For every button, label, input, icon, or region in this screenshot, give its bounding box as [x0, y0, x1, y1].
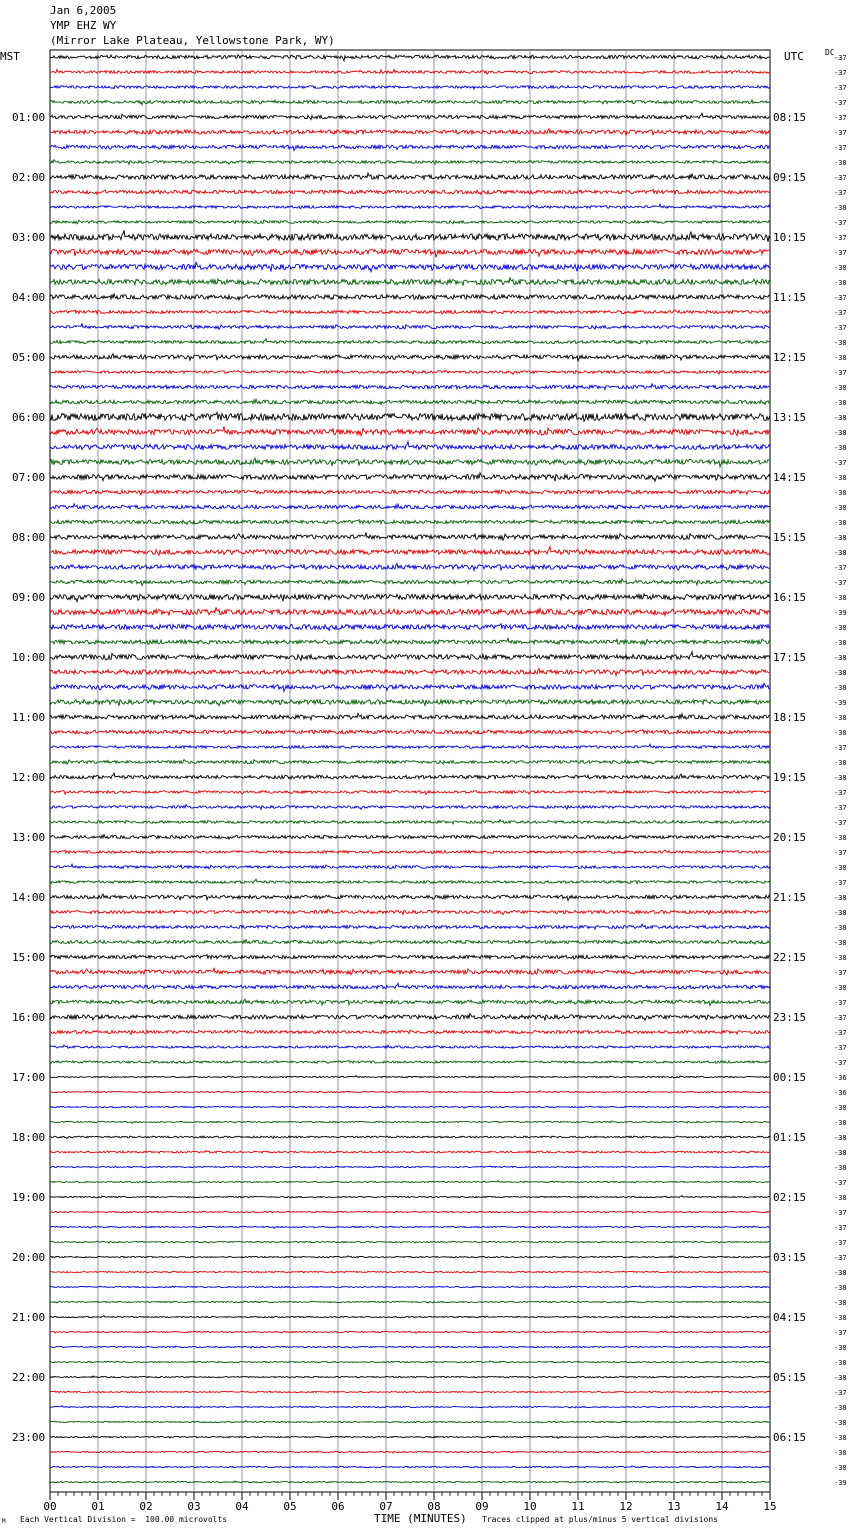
right-hour-label: 16:15: [773, 591, 807, 604]
dc-offset-value: -38: [834, 939, 847, 947]
left-hour-label: 23:00: [12, 1431, 46, 1444]
right-hour-label: 04:15: [773, 1311, 807, 1324]
x-tick-label: 03: [187, 1500, 201, 1513]
x-tick-label: 11: [571, 1500, 585, 1513]
seismic-trace-row: [50, 805, 770, 810]
seismic-trace-row: [50, 955, 770, 960]
dc-offset-value: -38: [834, 1194, 847, 1202]
seismic-trace-row: [50, 1481, 770, 1483]
dc-offset-value: -37: [834, 1059, 847, 1067]
x-tick-label: 05: [283, 1500, 297, 1513]
x-tick-label: 08: [427, 1500, 441, 1513]
seismic-trace-row: [50, 683, 770, 691]
seismic-trace-row: [50, 490, 770, 495]
seismic-trace-row: [50, 1196, 770, 1198]
left-hour-label: 02:00: [12, 171, 46, 184]
seismic-trace-row: [50, 249, 770, 257]
dc-offset-value: -38: [834, 1404, 847, 1412]
dc-offset-value: -38: [834, 1284, 847, 1292]
dc-offset-value: -37: [834, 459, 847, 467]
seismic-trace-row: [50, 1091, 770, 1093]
seismic-trace-row: [50, 1391, 770, 1393]
dc-offset-value: -38: [834, 1449, 847, 1457]
right-hour-label: 09:15: [773, 171, 807, 184]
seismic-trace-row: [50, 1406, 770, 1408]
dc-offset-value: -38: [834, 489, 847, 497]
dc-offset-value: -37: [834, 819, 847, 827]
seismic-trace-row: [50, 384, 770, 390]
right-hour-label: 12:15: [773, 351, 807, 364]
left-hour-label: 08:00: [12, 531, 46, 544]
dc-offset-value: -38: [834, 474, 847, 482]
x-tick-label: 12: [619, 1500, 633, 1513]
dc-offset-value: -37: [834, 189, 847, 197]
dc-offset-value: -38: [834, 504, 847, 512]
seismic-trace-row: [50, 190, 770, 195]
seismic-trace-row: [50, 1106, 770, 1108]
dc-offset-value: -38: [834, 654, 847, 662]
left-hour-label: 22:00: [12, 1371, 46, 1384]
seismic-trace-row: [50, 835, 770, 839]
seismic-trace-row: [50, 339, 770, 344]
seismic-trace-row: [50, 909, 770, 914]
right-hour-label: 11:15: [773, 291, 807, 304]
dc-offset-value: -38: [834, 1104, 847, 1112]
seismic-trace-row: [50, 100, 770, 105]
seismic-trace-row: [50, 1211, 770, 1213]
right-hour-label: 21:15: [773, 891, 807, 904]
right-hour-label: 10:15: [773, 231, 807, 244]
seismic-trace-row: [50, 894, 770, 901]
left-timezone-label: MST: [0, 50, 20, 63]
plot-date: Jan 6,2005: [50, 4, 117, 17]
seismic-trace-row: [50, 730, 770, 735]
dc-offset-value: -37: [834, 309, 847, 317]
dc-offset-value: -38: [834, 864, 847, 872]
dc-offset-value: -37: [834, 144, 847, 152]
dc-offset-value: -38: [834, 1434, 847, 1442]
left-hour-label: 15:00: [12, 951, 46, 964]
seismic-trace-row: [50, 760, 770, 765]
seismic-trace-row: [50, 294, 770, 300]
dc-offset-value: -38: [834, 714, 847, 722]
dc-offset-value: -38: [834, 909, 847, 917]
seismic-trace-row: [50, 473, 770, 482]
right-hour-label: 18:15: [773, 711, 807, 724]
seismic-trace-row: [50, 310, 770, 314]
right-timezone-label: UTC: [784, 50, 804, 63]
seismic-trace-row: [50, 1150, 770, 1153]
dc-offset-value: -38: [834, 1314, 847, 1322]
seismic-trace-row: [50, 277, 770, 285]
dc-offset-value: -37: [834, 369, 847, 377]
dc-offset-value: -38: [834, 429, 847, 437]
dc-offset-value: -37: [834, 1044, 847, 1052]
station-location: (Mirror Lake Plateau, Yellowstone Park, WY): [50, 34, 335, 47]
seismic-trace-row: [50, 1256, 770, 1258]
seismic-trace-row: [50, 1436, 770, 1438]
left-hour-label: 18:00: [12, 1131, 46, 1144]
dc-offset-value: -38: [834, 624, 847, 632]
seismic-trace-row: [50, 1301, 770, 1303]
seismic-trace-row: [50, 652, 770, 661]
seismic-trace-row: [50, 145, 770, 151]
seismic-trace-row: [50, 412, 770, 421]
dc-offset-value: -38: [834, 1344, 847, 1352]
seismic-trace-row: [50, 55, 770, 61]
seismic-trace-row: [50, 968, 770, 975]
seismic-trace-row: [50, 129, 770, 135]
seismic-trace-row: [50, 1346, 770, 1348]
dc-offset-value: -38: [834, 669, 847, 677]
x-tick-label: 04: [235, 1500, 249, 1513]
dc-offset-value: -37: [834, 1389, 847, 1397]
x-tick-label: 13: [667, 1500, 681, 1513]
seismic-trace-row: [50, 1451, 770, 1453]
seismic-trace-row: [50, 668, 770, 675]
seismic-trace-row: [50, 1376, 770, 1378]
seismic-trace-row: [50, 850, 770, 853]
seismic-trace-row: [50, 532, 770, 540]
seismic-trace-row: [50, 160, 770, 165]
x-tick-label: 14: [715, 1500, 729, 1513]
dc-offset-value: -38: [834, 444, 847, 452]
dc-offset-value: -37: [834, 804, 847, 812]
right-hour-label: 08:15: [773, 111, 807, 124]
seismic-trace-row: [50, 69, 770, 74]
dc-offset-value: -38: [834, 1464, 847, 1472]
seismic-trace-row: [50, 1014, 770, 1021]
left-hour-label: 17:00: [12, 1071, 46, 1084]
scale-note: Each Vertical Division = 100.00 microvolts: [20, 1515, 228, 1524]
dc-offset-value: -38: [834, 354, 847, 362]
dc-offset-value: -38: [834, 984, 847, 992]
seismic-trace-row: [50, 354, 770, 361]
seismic-trace-row: [50, 1045, 770, 1048]
seismic-trace-row: [50, 1466, 770, 1468]
dc-offset-value: -37: [834, 129, 847, 137]
dc-offset-value: -38: [834, 399, 847, 407]
dc-offset-value: -37: [834, 1254, 847, 1262]
seismic-trace-row: [50, 940, 770, 944]
dc-offset-value: -39: [834, 699, 847, 707]
left-hour-label: 10:00: [12, 651, 46, 664]
x-tick-label: 07: [379, 1500, 393, 1513]
seismic-trace-row: [50, 1331, 770, 1333]
dc-offset-value: -38: [834, 339, 847, 347]
seismic-trace-row: [50, 1316, 770, 1319]
dc-offset-value: -39: [834, 1479, 847, 1487]
seismic-trace-row: [50, 1076, 770, 1078]
seismic-trace-row: [50, 864, 770, 869]
dc-offset-value: -37: [834, 999, 847, 1007]
dc-offset-value: -37: [834, 114, 847, 122]
seismic-trace-row: [50, 791, 770, 795]
dc-offset-value: -38: [834, 1419, 847, 1427]
right-hour-label: 14:15: [773, 471, 807, 484]
seismic-trace-row: [50, 563, 770, 570]
dc-offset-value: -38: [834, 1119, 847, 1127]
right-hour-label: 00:15: [773, 1071, 807, 1084]
seismic-trace-row: [50, 370, 770, 375]
seismic-trace-row: [50, 520, 770, 525]
seismic-trace-row: [50, 547, 770, 556]
left-hour-label: 01:00: [12, 111, 46, 124]
seismic-trace-row: [50, 230, 770, 242]
seismic-trace-row: [50, 426, 770, 435]
seismic-trace-row: [50, 85, 770, 89]
dc-offset-value: -37: [834, 579, 847, 587]
x-tick-label: 15: [763, 1500, 777, 1513]
seismic-trace-row: [50, 820, 770, 824]
right-hour-label: 19:15: [773, 771, 807, 784]
left-hour-label: 16:00: [12, 1011, 46, 1024]
seismic-trace-row: [50, 442, 770, 450]
dc-offset-value: -37: [834, 174, 847, 182]
dc-offset-value: -38: [834, 1359, 847, 1367]
seismic-trace-row: [50, 1030, 770, 1034]
dc-offset-value: -37: [834, 1014, 847, 1022]
seismic-trace-row: [50, 773, 770, 780]
seismic-trace-row: [50, 173, 770, 180]
dc-offset-value: -38: [834, 414, 847, 422]
dc-offset-header: DC: [825, 48, 835, 57]
dc-offset-value: -37: [834, 69, 847, 77]
seismic-trace-row: [50, 700, 770, 706]
dc-offset-value: -37: [834, 294, 847, 302]
seismic-trace-row: [50, 324, 770, 330]
right-hour-label: 05:15: [773, 1371, 807, 1384]
left-hour-label: 06:00: [12, 411, 46, 424]
dc-offset-value: -37: [834, 1209, 847, 1217]
seismic-trace-row: [50, 744, 770, 748]
dc-offset-value: -38: [834, 684, 847, 692]
seismic-trace-row: [50, 983, 770, 989]
seismic-trace-row: [50, 1181, 770, 1183]
seismic-trace-row: [50, 713, 770, 719]
dc-offset-value: -37: [834, 1179, 847, 1187]
dc-offset-value: -39: [834, 609, 847, 617]
x-tick-label: 10: [523, 1500, 537, 1513]
seismic-trace-row: [50, 220, 770, 224]
dc-offset-value: -37: [834, 1329, 847, 1337]
x-tick-label: 01: [91, 1500, 105, 1513]
dc-offset-value: -38: [834, 519, 847, 527]
dc-offset-value: -38: [834, 384, 847, 392]
right-hour-label: 17:15: [773, 651, 807, 664]
dc-offset-value: -37: [834, 564, 847, 572]
x-tick-label: 06: [331, 1500, 345, 1513]
seismic-trace-row: [50, 1286, 770, 1288]
seismic-trace-row: [50, 204, 770, 208]
dc-offset-value: -37: [834, 249, 847, 257]
dc-offset-value: -38: [834, 549, 847, 557]
dc-offset-value: -38: [834, 1269, 847, 1277]
dc-offset-value: -38: [834, 924, 847, 932]
dc-offset-value: -37: [834, 789, 847, 797]
dc-offset-value: -38: [834, 204, 847, 212]
x-tick-label: 02: [139, 1500, 153, 1513]
left-hour-label: 12:00: [12, 771, 46, 784]
dc-offset-value: -38: [834, 1149, 847, 1157]
left-hour-label: 05:00: [12, 351, 46, 364]
seismic-trace-row: [50, 458, 770, 467]
left-hour-label: 20:00: [12, 1251, 46, 1264]
seismic-trace-row: [50, 999, 770, 1006]
dc-offset-value: -37: [834, 1239, 847, 1247]
left-hour-label: 03:00: [12, 231, 46, 244]
seismic-trace-row: [50, 624, 770, 631]
left-hour-label: 11:00: [12, 711, 46, 724]
dc-offset-value: -38: [834, 534, 847, 542]
dc-offset-value: -38: [834, 594, 847, 602]
x-tick-label: 09: [475, 1500, 489, 1513]
seismic-trace-row: [50, 113, 770, 119]
dc-offset-value: -38: [834, 1164, 847, 1172]
dc-offset-value: -38: [834, 279, 847, 287]
dc-offset-value: -37: [834, 324, 847, 332]
seismic-trace-row: [50, 1421, 770, 1423]
right-hour-label: 13:15: [773, 411, 807, 424]
dc-offset-value: -36: [834, 1074, 847, 1082]
x-axis-title: TIME (MINUTES): [374, 1512, 467, 1525]
seismic-trace-row: [50, 1136, 770, 1139]
left-hour-label: 21:00: [12, 1311, 46, 1324]
dc-offset-value: -37: [834, 879, 847, 887]
dc-offset-value: -37: [834, 1029, 847, 1037]
dc-offset-value: -36: [834, 1089, 847, 1097]
seismic-trace-row: [50, 879, 770, 883]
right-hour-label: 22:15: [773, 951, 807, 964]
right-hour-label: 06:15: [773, 1431, 807, 1444]
dc-offset-value: -37: [834, 969, 847, 977]
dc-offset-value: -37: [834, 99, 847, 107]
right-hour-label: 03:15: [773, 1251, 807, 1264]
dc-offset-value: -37: [834, 849, 847, 857]
clip-note: Traces clipped at plus/minus 5 vertical divisions: [482, 1515, 719, 1524]
seismic-trace-row: [50, 1226, 770, 1228]
right-hour-label: 20:15: [773, 831, 807, 844]
dc-offset-value: -38: [834, 1134, 847, 1142]
seismic-trace-row: [50, 399, 770, 404]
dc-offset-value: -38: [834, 159, 847, 167]
dc-offset-value: -38: [834, 639, 847, 647]
right-hour-label: 15:15: [773, 531, 807, 544]
dc-offset-value: -38: [834, 774, 847, 782]
dc-offset-value: -37: [834, 54, 847, 62]
dc-offset-value: -37: [834, 744, 847, 752]
seismic-trace-row: [50, 638, 770, 645]
dc-offset-value: -37: [834, 219, 847, 227]
dc-offset-value: -38: [834, 1299, 847, 1307]
dc-offset-value: -38: [834, 264, 847, 272]
seismic-trace-row: [50, 1271, 770, 1273]
seismic-trace-row: [50, 924, 770, 929]
left-hour-label: 09:00: [12, 591, 46, 604]
seismic-trace-row: [50, 504, 770, 510]
seismic-trace-row: [50, 594, 770, 602]
seismic-trace-row: [50, 579, 770, 586]
seismic-trace-row: [50, 1061, 770, 1064]
seismic-trace-row: [50, 1166, 770, 1168]
right-hour-label: 23:15: [773, 1011, 807, 1024]
dc-offset-value: -37: [834, 1224, 847, 1232]
seismic-trace-row: [50, 607, 770, 615]
dc-offset-value: -37: [834, 234, 847, 242]
dc-offset-value: -38: [834, 894, 847, 902]
left-hour-label: 04:00: [12, 291, 46, 304]
dc-offset-value: -38: [834, 729, 847, 737]
x-tick-label: 00: [43, 1500, 57, 1513]
left-hour-label: 13:00: [12, 831, 46, 844]
dc-offset-value: -38: [834, 1374, 847, 1382]
dc-offset-value: -38: [834, 759, 847, 767]
left-hour-label: 07:00: [12, 471, 46, 484]
left-hour-label: 19:00: [12, 1191, 46, 1204]
dc-offset-value: -38: [834, 954, 847, 962]
right-hour-label: 01:15: [773, 1131, 807, 1144]
station-code: YMP EHZ WY: [50, 19, 117, 32]
seismic-trace-row: [50, 1121, 770, 1123]
dc-offset-value: -38: [834, 834, 847, 842]
seismic-trace-row: [50, 262, 770, 271]
dc-offset-value: -37: [834, 84, 847, 92]
seismic-trace-row: [50, 1241, 770, 1243]
corner-mark: M: [2, 1518, 6, 1525]
right-hour-label: 02:15: [773, 1191, 807, 1204]
seismic-trace-row: [50, 1361, 770, 1363]
left-hour-label: 14:00: [12, 891, 46, 904]
